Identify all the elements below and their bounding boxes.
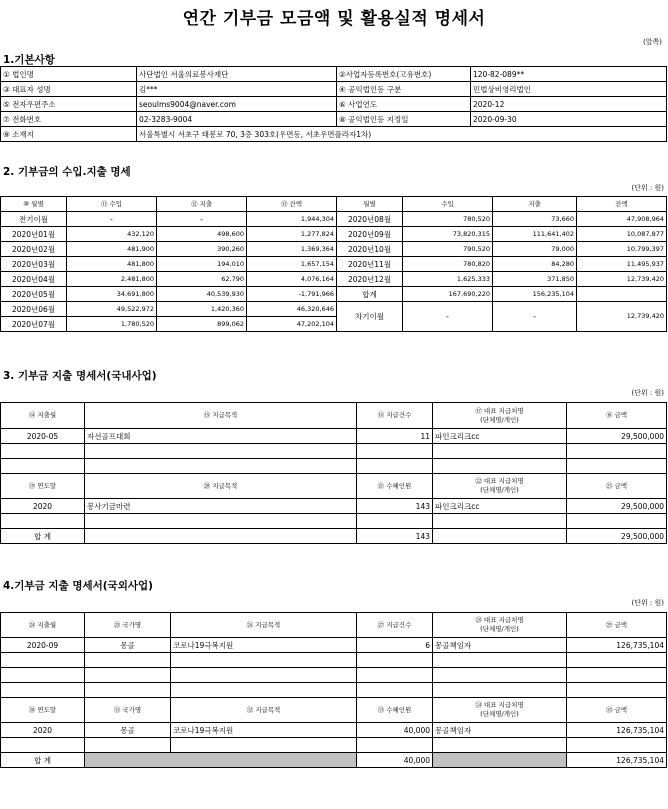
income-cell: 2,481,800 [67,272,157,287]
amount-cell: 29,500,000 [567,429,667,444]
balance-cell: 1,277,824 [247,227,337,242]
col-header: ㉚ 연도말 [1,698,85,723]
table-row [1,82,667,97]
col-header: ⑭ 지출월 [1,403,85,429]
table-row [1,212,667,227]
table-row [1,723,667,738]
empty-cell [85,668,171,683]
col-header-line: (단체명/개인) [480,625,519,633]
empty-cell [357,653,433,668]
value-phone: 02-3283-9004 [137,112,337,127]
section-4-heading: 4.기부금 지출 명세서(국외사업) [3,580,153,592]
col-header: ⑩ 월별 [1,197,67,212]
col-header: ㉛ 국가명 [85,698,171,723]
month-cell: 2020-05 [1,429,85,444]
document-title: 연간 기부금 모금액 및 활용실적 명세서 [182,9,486,29]
balance-cell: 1,944,304 [247,212,337,227]
basic-info-table [0,66,667,142]
value-ceo: 김*** [137,82,337,97]
empty-cell [433,514,567,529]
balance-cell: 1,657,154 [247,257,337,272]
balance-cell: 4,076,164 [247,272,337,287]
month-cell: 2020년01월 [1,227,67,242]
balance-total-cell [577,287,667,302]
balance-cell: 11,495,937 [577,257,667,272]
empty-cell [85,683,171,698]
col-header: ㉗ 지급건수 [357,613,433,638]
income-cell: 49,522,972 [67,302,157,317]
col-header: ㉟ 금액 [567,698,667,723]
col-header-line: ㉘ 대표 지급처명 [475,616,524,624]
year-cell: 2020 [1,723,85,738]
col-header [433,403,567,429]
empty-cell [171,683,357,698]
empty-cell [357,459,433,474]
empty-cell [567,653,667,668]
income-cell: - [67,212,157,227]
label-designation-date: ⑧ 공익법인등 지정일 [337,112,471,127]
expense-cell: 498,600 [157,227,247,242]
table-row [1,272,667,287]
income-cell: 432,120 [67,227,157,242]
empty-cell [171,738,357,753]
table-row [1,499,667,514]
label-phone: ⑦ 전화번호 [1,112,137,127]
value-designation-date: 2020-09-30 [471,112,667,127]
empty-cell [433,444,567,459]
table-row [1,459,667,474]
col-header-line: ⑰ 대표 지급처명 [475,406,524,415]
month-cell: 2020년04월 [1,272,67,287]
empty-cell [433,738,567,753]
total-amount-cell: 29,500,000 [567,529,667,544]
empty-cell [357,683,433,698]
balance-cell: 10,799,397 [577,242,667,257]
label-org-type: ④ 공익법인등 구분 [337,82,471,97]
payee-cell: 파인크리크cc [433,429,567,444]
empty-cell [1,459,85,474]
month-cell: 2020년02월 [1,242,67,257]
balance-cell: 10,087,877 [577,227,667,242]
col-header-line: (단체명/개인) [480,710,519,718]
expense-cell: 40,539,930 [157,287,247,302]
empty-cell [1,683,85,698]
beneficiary-cell: 143 [357,499,433,514]
month-cell: 2020년12월 [337,272,403,287]
label-address: ⑨ 소재지 [1,127,137,142]
table-row [1,514,667,529]
table-total-row [1,753,667,768]
month-cell: 전기이월 [1,212,67,227]
total-label: 합 계 [1,529,85,544]
label-fiscal-year: ⑥ 사업연도 [337,97,471,112]
col-header: ⑮ 지급목적 [85,403,357,429]
empty-cell [567,738,667,753]
table-total-row [1,529,667,544]
table-row [1,112,667,127]
empty-cell [1,444,85,459]
empty-cell [433,653,567,668]
value-org-type: 민법상비영리법인 [471,82,667,97]
table-header-row [1,698,667,723]
carry-forward-label: 차기이월 [337,302,403,332]
label-email: ⑤ 전자우편주소 [1,97,137,112]
empty-cell [433,459,567,474]
value-address: 서울특별시 서초구 태봉로 70, 3층 303호(우면동, 서초우면플라자1차) [137,127,667,142]
col-header: ㉔ 지출월 [1,613,85,638]
empty-cell [1,653,85,668]
income-cell: 1,780,520 [67,317,157,332]
month-cell: 2020-09 [1,638,85,653]
empty-cell [433,668,567,683]
table-row [1,444,667,459]
col-header: ㉜ 지급목적 [171,698,357,723]
balance-cell: 46,320,646 [247,302,337,317]
col-header: ㉖ 지급목적 [171,613,357,638]
empty-cell [567,459,667,474]
income-cell: 34,691,800 [67,287,157,302]
month-cell: 2020년09월 [337,227,403,242]
payee-cell: 몽골책임자 [433,723,567,738]
col-header-line: ㉞ 대표 지급처명 [475,701,524,709]
income-expense-table [0,196,667,332]
table-header-row [1,403,667,429]
col-header-line: (단체명/개인) [480,486,519,494]
col-header: ㉓ 금액 [567,474,667,499]
front-page-label: (앞쪽) [643,38,662,46]
section-2-heading: 2. 기부금의 수입.지출 명세 [3,166,131,178]
balance-cell: 12,739,420 [577,272,667,287]
income-cell: 790,520 [403,242,493,257]
expense-cell: 62,790 [157,272,247,287]
count-cell: 6 [357,638,433,653]
empty-cell [357,444,433,459]
purpose-cell: 봉사기금마련 [85,499,357,514]
table-row [1,227,667,242]
total-beneficiary-cell: 40,000 [357,753,433,768]
table-row [1,668,667,683]
table-row [1,638,667,653]
purpose-cell: 코로나19극복지원 [171,638,357,653]
beneficiary-cell: 40,000 [357,723,433,738]
empty-cell [1,668,85,683]
carry-income-cell: - [403,302,493,332]
value-email: seoulms9004@naver.com [137,97,337,112]
col-header [433,474,567,499]
month-cell: 2020년08월 [337,212,403,227]
table-header-row [1,197,667,212]
table-row [1,67,667,82]
section-3-heading: 3. 기부금 지출 명세서(국내사업) [3,370,157,382]
country-cell: 몽골 [85,638,171,653]
country-cell: 몽골 [85,723,171,738]
empty-cell [567,444,667,459]
label-ceo: ③ 대표자 성명 [1,82,137,97]
month-cell: 2020년11월 [337,257,403,272]
empty-cell [85,514,357,529]
year-cell: 2020 [1,499,85,514]
expense-cell: 899,062 [157,317,247,332]
empty-cell [171,653,357,668]
empty-cell [567,668,667,683]
col-header: 월별 [337,197,403,212]
empty-cell [357,738,433,753]
amount-cell: 29,500,000 [567,499,667,514]
balance-cell: 1,369,364 [247,242,337,257]
col-header: ㉑ 수혜인원 [357,474,433,499]
total-label: 합 계 [1,753,85,768]
total-empty-cell [85,529,357,544]
expense-cell: 1,420,360 [157,302,247,317]
col-header [433,698,567,723]
expense-cell: 111,641,402 [493,227,577,242]
total-empty-cell [433,529,567,544]
empty-cell [433,683,567,698]
label-corp-name: ① 법인명 [1,67,137,82]
table-row [1,429,667,444]
balance-cell: -1,791,966 [247,287,337,302]
purpose-cell: 자선골프대회 [85,429,357,444]
col-header: 잔액 [577,197,667,212]
month-cell: 2020년05월 [1,287,67,302]
month-cell: 2020년03월 [1,257,67,272]
domestic-expense-table [0,402,667,544]
empty-cell [357,668,433,683]
empty-cell [567,683,667,698]
empty-cell [85,653,171,668]
income-total-cell: 167,690,220 [403,287,493,302]
income-cell: 73,820,315 [403,227,493,242]
empty-cell [1,738,85,753]
col-header: ㉝ 수혜인원 [357,698,433,723]
col-header [433,613,567,638]
expense-cell: 194,010 [157,257,247,272]
month-cell: 2020년10월 [337,242,403,257]
table-row [1,97,667,112]
empty-cell [85,738,171,753]
value-fiscal-year: 2020-12 [471,97,667,112]
purpose-cell: 코로나19극복지원 [171,723,357,738]
unit-label: (단위 : 원) [631,599,664,607]
income-cell: 481,800 [67,257,157,272]
expense-cell: 371,850 [493,272,577,287]
col-header: 수입 [403,197,493,212]
empty-cell [171,668,357,683]
col-header-line: (단체명/개인) [480,415,519,424]
table-row [1,738,667,753]
empty-cell [567,514,667,529]
total-shaded-cell [85,753,357,768]
income-cell: 780,520 [403,212,493,227]
amount-cell: 126,735,104 [567,723,667,738]
total-shaded-cell [433,753,567,768]
table-row [1,242,667,257]
table-row [1,127,667,142]
empty-cell [85,444,357,459]
balance-cell: 47,908,964 [577,212,667,227]
carry-balance-cell: 12,739,420 [577,302,667,332]
empty-cell [357,514,433,529]
table-row [1,653,667,668]
total-amount-cell: 126,735,104 [567,753,667,768]
col-header: ⑲ 연도말 [1,474,85,499]
expense-cell: - [157,212,247,227]
count-cell: 11 [357,429,433,444]
amount-cell: 126,735,104 [567,638,667,653]
col-header: ⑫ 지출 [157,197,247,212]
income-cell: 481,900 [67,242,157,257]
col-header: ㉙ 금액 [567,613,667,638]
col-header: ⑬ 잔액 [247,197,337,212]
expense-cell: 84,280 [493,257,577,272]
col-header: 지출 [493,197,577,212]
col-header: ⑳ 지급목적 [85,474,357,499]
unit-label: (단위 : 원) [631,184,664,192]
income-cell: 780,820 [403,257,493,272]
month-cell: 2020년07월 [1,317,67,332]
payee-cell: 파인크리크cc [433,499,567,514]
empty-cell [85,459,357,474]
col-header: ⑪ 수입 [67,197,157,212]
value-biz-number: 120-82-089** [471,67,667,82]
overseas-expense-table [0,612,667,768]
expense-cell: 73,660 [493,212,577,227]
section-1-heading: 1.기본사항 [3,54,55,66]
table-row [1,257,667,272]
expense-total-cell: 156,235,104 [493,287,577,302]
col-header-line: ㉒ 대표 지급처명 [475,477,524,485]
unit-label: (단위 : 원) [631,389,664,397]
carry-expense-cell: - [493,302,577,332]
table-row [1,302,667,317]
value-corp-name: 사단법인 서울의료봉사재단 [137,67,337,82]
balance-cell: 47,202,104 [247,317,337,332]
label-biz-number: ②사업자등록번호(고유번호) [337,67,471,82]
expense-cell: 79,000 [493,242,577,257]
payee-cell: 몽골책임자 [433,638,567,653]
col-header: ㉕ 국가명 [85,613,171,638]
total-beneficiary-cell: 143 [357,529,433,544]
table-row [1,287,667,302]
total-label-cell: 합계 [337,287,403,302]
empty-cell [1,514,85,529]
income-cell: 1,625,333 [403,272,493,287]
expense-cell: 390,260 [157,242,247,257]
table-header-row [1,474,667,499]
col-header: ⑱ 금액 [567,403,667,429]
table-header-row [1,613,667,638]
month-cell: 2020년06월 [1,302,67,317]
col-header: ⑯ 지급건수 [357,403,433,429]
table-row [1,683,667,698]
